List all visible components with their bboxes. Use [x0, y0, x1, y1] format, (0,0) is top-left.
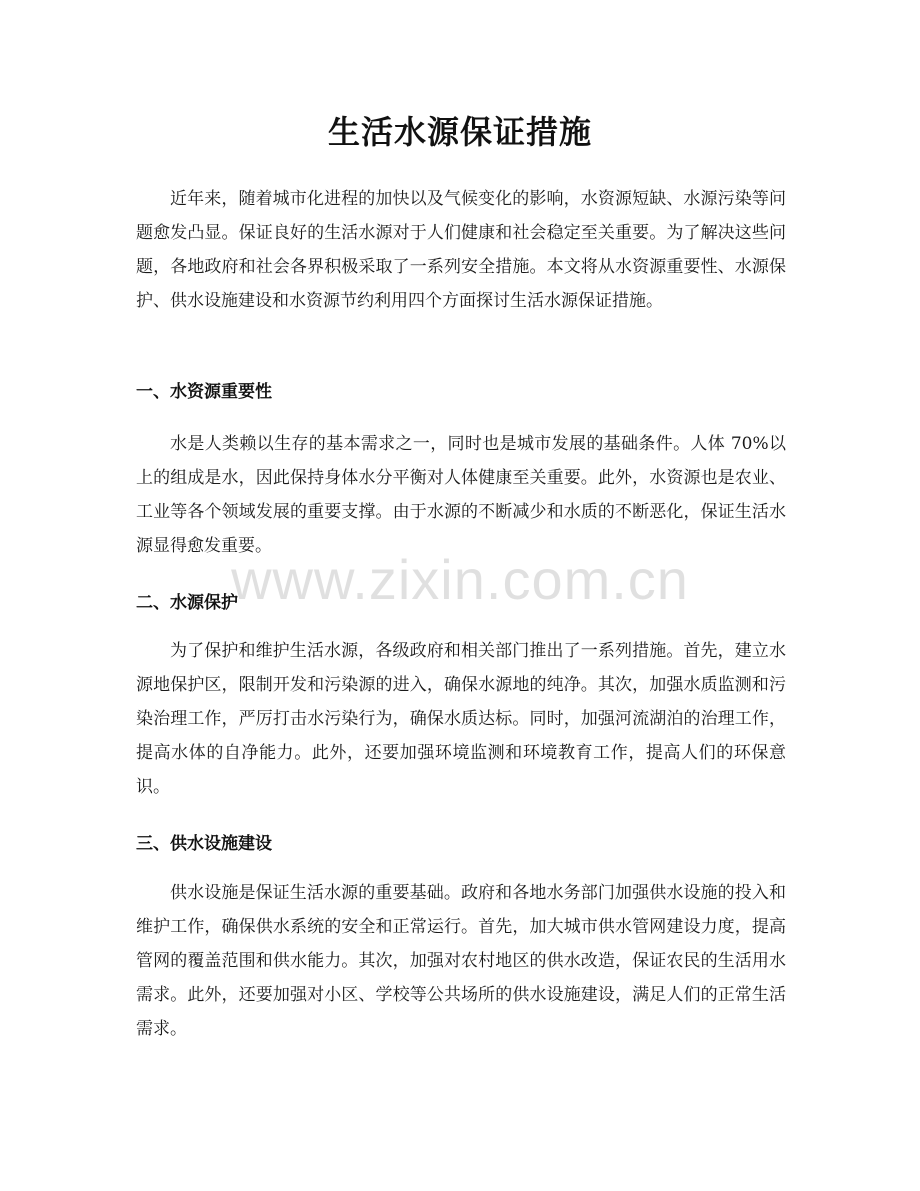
section-body-protection: 为了保护和维护生活水源，各级政府和相关部门推出了一系列措施。首先，建立水源地保护区，限制开发和污染源的进入，确保水源地的纯净。其次，加强水质监测和污染治理工作，严厉打击水污染行为，确保水质达标。同时，加强河流湖泊的治理工作，提高水体的自净能力。此外，还要加强环境监测和环境教育工作，提高人们的环保意识。 — [136, 641, 786, 797]
watermark-text: www.zixin.com.cn — [231, 548, 689, 611]
section-heading-importance: 一、水资源重要性 — [136, 382, 272, 402]
section-heading-protection: 二、水源保护 — [136, 593, 238, 613]
section-body-facilities: 供水设施是保证生活水源的重要基础。政府和各地水务部门加强供水设施的投入和维护工作，确保供水系统的安全和正常运行。首先，加大城市供水管网建设力度，提高管网的覆盖范围和供水能力。其次，加强对农村地区的供水改造，保证农民的生活用水需求。此外，还要加强对小区、学校等公共场所的供水设施建设，满足人们的正常生活需求。 — [136, 883, 786, 1039]
section-heading-facilities: 三、供水设施建设 — [136, 834, 272, 854]
section-body-importance: 水是人类赖以生存的基本需求之一，同时也是城市发展的基础条件。人体 70%以上的组成是水，因此保持身体水分平衡对人体健康至关重要。此外，水资源也是农业、工业等各个领域发展的重要支撑。由于水源的不断减少和水质的不断恶化，保证生活水源显得愈发重要。 — [136, 434, 786, 556]
intro-paragraph: 近年来，随着城市化进程的加快以及气候变化的影响，水资源短缺、水源污染等问题愈发凸显。保证良好的生活水源对于人们健康和社会稳定至关重要。为了解决这些问题，各地政府和社会各界积极采取了一系列安全措施。本文将从水资源重要性、水源保护、供水设施建设和水资源节约利用四个方面探讨生活水源保证措施。 — [136, 189, 786, 311]
page-title: 生活水源保证措施 — [327, 113, 592, 151]
